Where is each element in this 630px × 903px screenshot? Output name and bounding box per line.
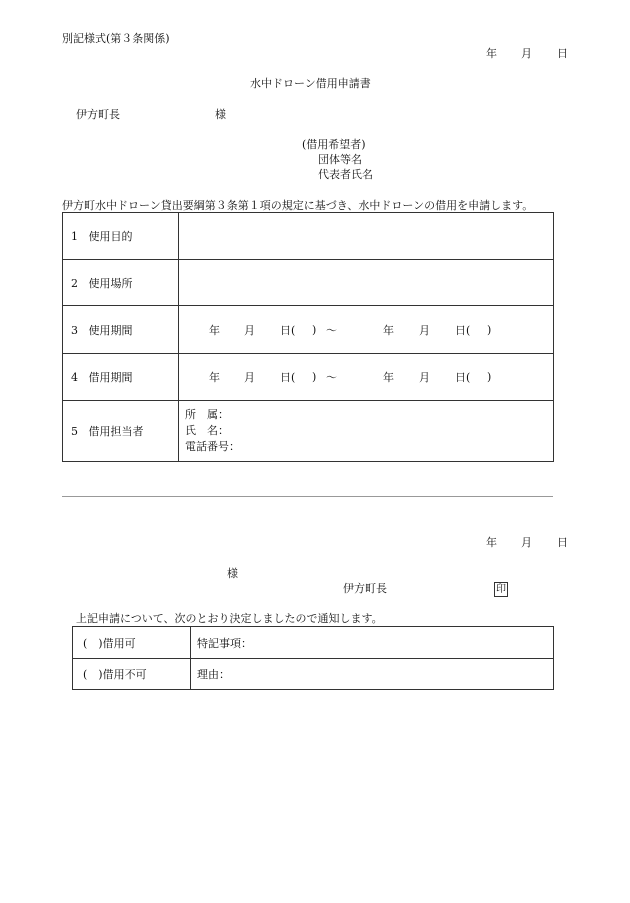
end-day: 日( (455, 323, 471, 337)
applicant-heading: (借用希望者) (302, 138, 366, 151)
table-row (63, 354, 554, 401)
notice-date-day: 日 (557, 536, 568, 549)
reject-option[interactable]: ( )借用不可 (73, 659, 191, 690)
end-close: ) (487, 370, 492, 384)
period-tilde: ～ (326, 323, 337, 337)
affiliation-label: 所 属： (185, 408, 229, 421)
phone-label: 電話番号： (185, 440, 240, 453)
section-divider (62, 496, 553, 497)
name-label: 氏 名： (185, 424, 229, 437)
approve-option[interactable]: ( )借用可 (73, 627, 191, 659)
row-label (63, 306, 179, 354)
table-row (63, 401, 554, 462)
applicant-rep-label: 代表者氏名 (318, 168, 373, 181)
date-day: 日 (557, 47, 568, 60)
period-tilde: ～ (326, 371, 337, 384)
date-month: 月 (521, 47, 532, 60)
table-row (63, 306, 554, 354)
reason-field[interactable]: 理由： (191, 659, 554, 690)
end-close: ) (487, 323, 492, 336)
notice-issuer: 伊方町長 (343, 582, 387, 595)
row-number: 1 (71, 230, 78, 243)
end-year: 年 (383, 323, 394, 337)
row-number: 4 (71, 371, 78, 384)
table-row (73, 627, 554, 659)
notice-date-month: 月 (521, 536, 532, 549)
row-label-text: 借用担当者 (88, 425, 144, 438)
intro-text: 伊方町水中ドローン貸出要綱第３条第１項の規定に基づき、水中ドローンの借用を申請します。 (62, 199, 534, 212)
notice-honorific: 様 (227, 567, 238, 580)
applicant-org-label: 団体等名 (318, 153, 362, 166)
contact-field[interactable] (179, 401, 554, 462)
location-field[interactable] (179, 260, 554, 306)
row-label (63, 213, 179, 260)
table-row (73, 659, 554, 690)
special-notes-field[interactable]: 特記事項： (191, 627, 554, 659)
addressee-name: 伊方町長 (76, 108, 120, 121)
start-day: 日( (280, 371, 296, 384)
notice-date-year: 年 (486, 536, 497, 549)
row-number: 2 (71, 276, 78, 290)
notice-text: 上記申請について、次のとおり決定しましたので通知します。 (76, 612, 383, 625)
end-month: 月 (419, 371, 430, 384)
application-table (62, 212, 554, 462)
start-close: ) (312, 323, 317, 336)
start-month: 月 (244, 323, 255, 337)
form-label: 別記様式(第３条関係) (62, 32, 170, 45)
end-year: 年 (383, 371, 394, 384)
start-close: ) (312, 370, 317, 384)
end-month: 月 (419, 323, 430, 337)
start-day: 日( (280, 323, 296, 337)
end-day: 日( (455, 371, 471, 384)
row-label-text: 借用期間 (88, 371, 133, 384)
table-row (63, 213, 554, 260)
row-label-text: 使用目的 (88, 230, 133, 243)
purpose-field[interactable] (179, 213, 554, 260)
row-number: 3 (71, 323, 78, 337)
seal-stamp: 印 (496, 584, 506, 595)
usage-period-field[interactable] (179, 306, 554, 354)
row-number: 5 (71, 425, 78, 438)
row-label-text: 使用場所 (88, 276, 133, 290)
start-month: 月 (244, 371, 255, 384)
table-row (63, 260, 554, 306)
row-label-text: 使用期間 (88, 323, 133, 337)
row-label (63, 401, 179, 462)
loan-period-field[interactable] (179, 354, 554, 401)
row-label (63, 260, 179, 306)
start-year: 年 (209, 323, 220, 337)
document-title: 水中ドローン借用申請書 (250, 77, 371, 90)
addressee-honorific: 様 (215, 108, 226, 121)
date-year: 年 (486, 47, 497, 60)
decision-table (72, 626, 554, 690)
row-label (63, 354, 179, 401)
start-year: 年 (209, 371, 220, 384)
